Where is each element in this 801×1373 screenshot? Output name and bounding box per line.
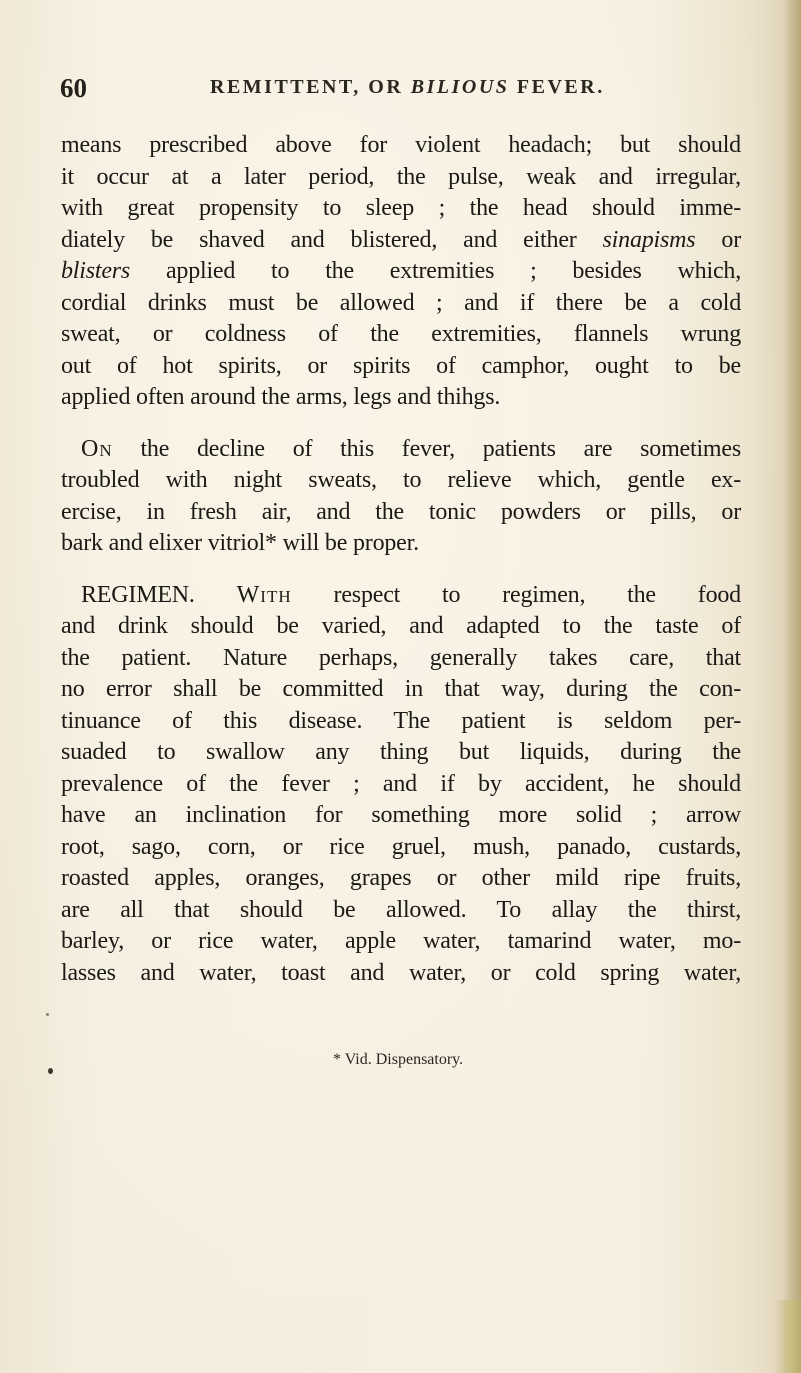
text-line: sweat, or coldness of the extremities, flannels wrung xyxy=(61,321,741,347)
italic-word-blisters: blisters xyxy=(61,258,131,284)
text-run: the decline of this fever, patients are sometimes xyxy=(140,435,741,462)
running-head-part-3: FEVER. xyxy=(509,76,605,98)
section-heading-regimen: REGIMEN. xyxy=(81,581,195,608)
text-line: lasses and water, toast and water, or cold spring water, xyxy=(61,959,741,986)
text-line: applied often around the arms, legs and thihgs. xyxy=(61,384,501,410)
text-line: root, sago, corn, or rice gruel, mush, panado, custards, xyxy=(61,833,741,860)
text-line: means prescribed above for violent headach; but should xyxy=(61,132,741,158)
paragraph-3 xyxy=(61,580,741,990)
text-line: no error shall be committed in that way, during the con- xyxy=(61,676,741,702)
ink-speck xyxy=(46,1013,49,1016)
text-line-with-italic xyxy=(61,225,741,257)
text-line: and drink should be varied, and adapted to the taste of xyxy=(61,613,741,639)
text-line-with-italic xyxy=(61,256,741,288)
running-head xyxy=(210,76,605,99)
text-line: tinuance of this disease. The patient is seldom per- xyxy=(61,707,741,734)
text-line: suaded to swallow any thing but liquids, during the xyxy=(61,739,741,765)
lead-caps-on: On xyxy=(81,435,113,462)
text-run: or xyxy=(721,226,741,253)
paragraph-gap xyxy=(61,414,741,434)
text-line-lead xyxy=(61,580,741,612)
text-line: troubled with night sweats, to relieve which, gentle ex- xyxy=(61,467,741,493)
body-text xyxy=(61,130,741,989)
text-line: the patient. Nature perhaps, generally takes care, that xyxy=(61,644,741,671)
text-run: respect to regimen, the food xyxy=(291,581,741,608)
text-line: bark and elixer vitriol* will be proper. xyxy=(61,530,419,556)
text-line: cordial drinks must be allowed ; and if there be a cold xyxy=(61,289,741,316)
text-run: diately be shaved and blistered, and either xyxy=(61,226,603,253)
italic-word-sinapisms: sinapisms xyxy=(602,226,696,253)
text-line: barley, or rice water, apple water, tamarind water, mo- xyxy=(61,928,741,954)
text-line-lead xyxy=(61,434,741,466)
page-header xyxy=(60,65,740,105)
running-head-part-1: REMITTENT, OR xyxy=(210,76,411,98)
text-line: have an inclination for something more solid ; arrow xyxy=(61,802,741,828)
paragraph-gap xyxy=(61,560,741,580)
page-number: 60 xyxy=(60,73,87,103)
text-line: are all that should be allowed. To allay the thirst, xyxy=(61,896,741,923)
page-edge-shadow xyxy=(783,0,801,1373)
text-line: roasted apples, oranges, grapes or other mild ripe fruits, xyxy=(61,865,741,891)
page-edge-stain xyxy=(775,1300,801,1373)
text-line: with great propensity to sleep ; the head should imme- xyxy=(61,195,741,221)
lead-word-with: With xyxy=(236,581,292,608)
running-head-part-2: BILIOUS xyxy=(410,76,510,98)
text-run: applied to the extremities ; besides which, xyxy=(130,258,741,284)
text-line: out of hot spirits, or spirits of camphor, ought to be xyxy=(61,352,741,379)
text-line: ercise, in fresh air, and the tonic powders or pills, or xyxy=(61,498,741,525)
ink-speck xyxy=(48,1068,53,1074)
footnote: * Vid. Dispensatory. xyxy=(333,1051,464,1068)
paragraph-2 xyxy=(61,434,741,560)
paragraph-1 xyxy=(61,130,741,414)
text-line: prevalence of the fever ; and if by accident, he should xyxy=(61,770,741,797)
text-line: it occur at a later period, the pulse, weak and irregular, xyxy=(61,163,741,190)
